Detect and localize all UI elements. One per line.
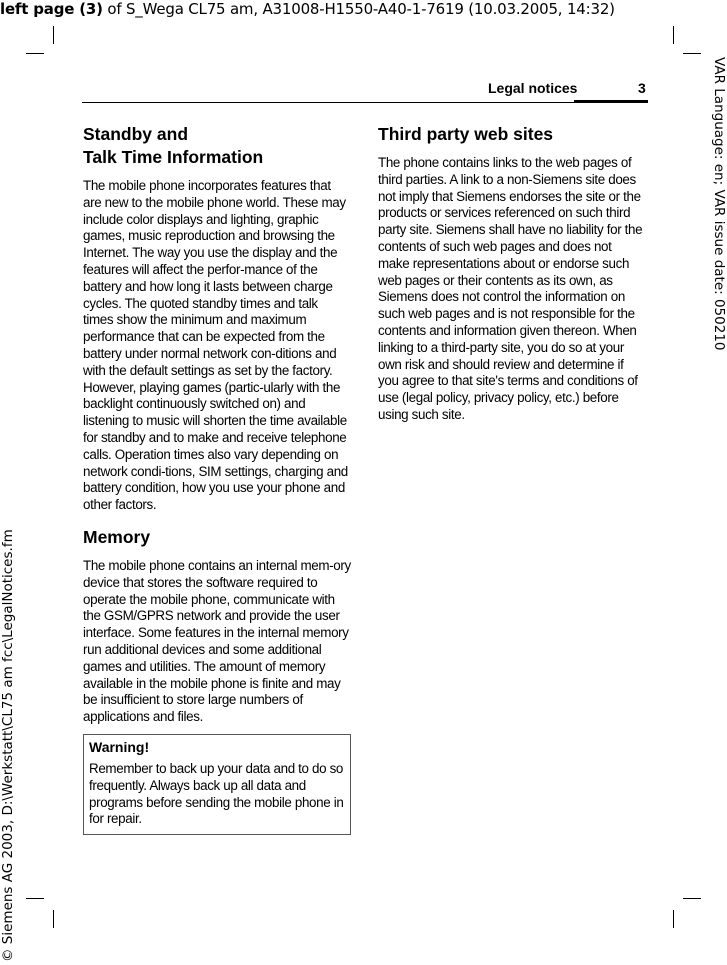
warning-text: Remember to back up your data and to do so frequently. Always back up all data and programs before sending the mobile phone in for repair. [89, 760, 344, 827]
warning-title: Warning! [89, 738, 150, 755]
crop-mark [53, 910, 54, 928]
standby-heading-line2: Talk Time Information [83, 147, 264, 167]
running-head-title: Legal notices [488, 80, 578, 96]
crop-mark [26, 898, 44, 899]
crop-mark [683, 53, 701, 54]
file-info-page-label: left page (3) [0, 0, 103, 18]
copyright-sidebar [0, 529, 20, 965]
third-party-paragraph: The phone contains links to the web pages of third parties. A link to a non-Siemens site does not imply that Siemens endorses the site or the products or services referenced on such third party site. Siemens shall have no liability for the contents of such web pages and does not make representations about or endorse such web pages or their contents as its own, as Siemens does not control the information on such web pages and is not responsible for the contents and information given thereon. When linking to a third-party site, you do so at your own risk and should review and determine if you agree to that site's terms and conditions of use (legal policy, privacy policy, etc.) before using such site. [378, 155, 643, 422]
header-rule-accent [574, 100, 648, 103]
crop-mark [26, 53, 44, 54]
third-party-heading: Third party web sites [378, 124, 554, 144]
crop-mark [53, 26, 54, 44]
memory-heading: Memory [83, 526, 151, 547]
crop-mark [673, 910, 674, 928]
standby-heading-line1: Standby and [83, 124, 189, 144]
page-number: 3 [638, 80, 646, 96]
right-column [378, 123, 646, 424]
copyright-text: © Siemens AG 2003, D:\Werkstatt\CL75 am fcc\LegalNotices.fm [0, 529, 16, 962]
file-info-details: of S_Wega CL75 am, A31008-H1550-A40-1-7619 (10.03.2005, 14:32) [102, 0, 615, 18]
file-info-header [0, 0, 615, 18]
crop-mark [673, 26, 674, 44]
variant-info-text: VAR Language: en; VAR issue date: 050210 [711, 57, 727, 351]
left-column [83, 123, 351, 835]
crop-mark [683, 898, 701, 899]
standby-paragraph: The mobile phone incorporates features that are new to the mobile phone world. These may include color displays and lighting, graphic games, music reproduction and browsing the Internet. The way you use the display and the features will affect the perfor-mance of the battery and how long it lasts between charge cycles. The quoted standby times and talk times show the minimum and maximum performance that can be expected from the battery under normal network con-ditions and with the default settings as set by the factory. However, playing games (partic-ularly with the backlight continuously switched on) and listening to music will shorten the time available for standby and to make and receive telephone calls. Operation times also vary depending on network condi-tions, SIM settings, charging and battery condition, how you use your phone and other factors. [83, 178, 348, 513]
warning-box [83, 734, 351, 835]
header-rule [82, 102, 574, 103]
memory-paragraph: The mobile phone contains an internal mem-ory device that stores the software required to operate the mobile phone, communicate with the GSM/GPRS network and provide the user interface. Some features in the internal memory run additional devices and some additional games and utilities. The amount of memory available in the mobile phone is finite and may be insufficient to store large numbers of applications and files. [83, 557, 351, 725]
variant-info-sidebar [707, 57, 727, 357]
standby-heading [83, 123, 351, 169]
